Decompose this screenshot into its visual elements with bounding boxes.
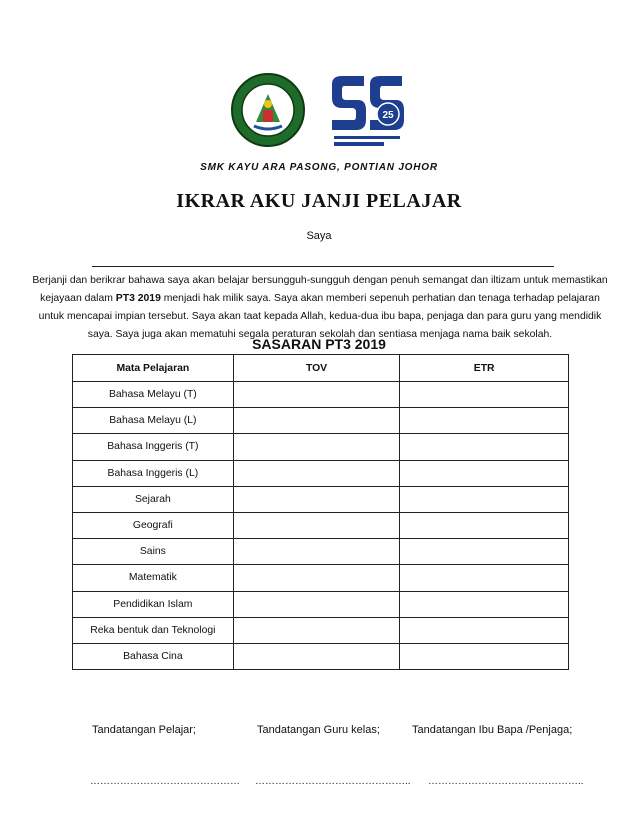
header-tov: TOV (233, 355, 400, 382)
signature-label-parent: Tandatangan Ibu Bapa /Penjaga; (412, 724, 573, 736)
table-row (73, 512, 569, 538)
etr-cell[interactable] (400, 460, 569, 486)
table-row (73, 434, 569, 460)
table-row (73, 591, 569, 617)
sekolah-sekolah-logo (324, 72, 408, 152)
svg-text:25: 25 (382, 110, 394, 121)
target-heading: SASARAN PT3 2019 (252, 336, 386, 352)
table-row (73, 643, 569, 669)
tov-cell[interactable] (233, 512, 400, 538)
signature-line-teacher[interactable]: ……………………………………….. (255, 776, 411, 787)
etr-cell[interactable] (400, 643, 569, 669)
etr-cell[interactable] (400, 591, 569, 617)
subject-cell: Bahasa Melayu (T) (73, 382, 234, 408)
subject-cell: Reka bentuk dan Teknologi (73, 617, 234, 643)
tov-cell[interactable] (233, 591, 400, 617)
tov-cell[interactable] (233, 434, 400, 460)
subject-cell: Bahasa Inggeris (L) (73, 460, 234, 486)
etr-cell[interactable] (400, 565, 569, 591)
saya-label: Saya (306, 230, 332, 242)
table-row (73, 408, 569, 434)
pledge-text-part1: Berjanji dan berikrar bahawa saya akan belajar bersungguh-sungguh dengan penuh semangat dan iltizam untuk memastikan kejayaan dalam (32, 275, 608, 304)
signature-line-parent[interactable]: ……………………………………….. (428, 776, 584, 787)
page-title: IKRAR AKU JANJI PELAJAR (176, 190, 462, 212)
table-row (73, 486, 569, 512)
subject-cell: Sains (73, 539, 234, 565)
subject-cell: Sejarah (73, 486, 234, 512)
table-row (73, 565, 569, 591)
school-crest-logo (230, 72, 306, 148)
table-row (73, 460, 569, 486)
table-header-row (73, 355, 569, 382)
pledge-paragraph (30, 272, 610, 344)
pledge-text-part2: menjadi hak milik saya. Saya akan memberi sepenuh perhatian dan tenaga terhadap pelajaran untuk mencapai impian tersebut. Saya akan taat kepada Allah, kedua-dua ibu bapa, penjaga dan para guru yang mendidik saya. Saya juga akan mematuhi segala peraturan sekolah dan sentiasa menjaga nama baik sekolah. (38, 293, 602, 340)
tov-cell[interactable] (233, 565, 400, 591)
subject-cell: Pendidikan Islam (73, 591, 234, 617)
subject-cell: Bahasa Cina (73, 643, 234, 669)
etr-cell[interactable] (400, 617, 569, 643)
signature-line-student[interactable]: ……………………………………… (90, 776, 240, 787)
pledge-highlight: PT3 2019 (115, 293, 161, 304)
etr-cell[interactable] (400, 408, 569, 434)
etr-cell[interactable] (400, 434, 569, 460)
table-body (73, 382, 569, 670)
subject-cell: Bahasa Melayu (L) (73, 408, 234, 434)
table-row (73, 382, 569, 408)
tov-cell[interactable] (233, 460, 400, 486)
name-blank-line (92, 266, 554, 267)
school-name: SMK KAYU ARA PASONG, PONTIAN JOHOR (200, 162, 438, 173)
header-etr: ETR (400, 355, 569, 382)
tov-cell[interactable] (233, 617, 400, 643)
tov-cell[interactable] (233, 486, 400, 512)
signature-label-teacher: Tandatangan Guru kelas; (257, 724, 380, 736)
tov-cell[interactable] (233, 382, 400, 408)
target-table (72, 354, 569, 670)
etr-cell[interactable] (400, 539, 569, 565)
table-row (73, 539, 569, 565)
etr-cell[interactable] (400, 512, 569, 538)
subject-cell: Matematik (73, 565, 234, 591)
tov-cell[interactable] (233, 643, 400, 669)
header-subject: Mata Pelajaran (73, 355, 234, 382)
signature-label-student: Tandatangan Pelajar; (92, 724, 196, 736)
tov-cell[interactable] (233, 539, 400, 565)
etr-cell[interactable] (400, 382, 569, 408)
etr-cell[interactable] (400, 486, 569, 512)
subject-cell: Geografi (73, 512, 234, 538)
table-row (73, 617, 569, 643)
subject-cell: Bahasa Inggeris (T) (73, 434, 234, 460)
tov-cell[interactable] (233, 408, 400, 434)
logo-bar (0, 72, 638, 152)
